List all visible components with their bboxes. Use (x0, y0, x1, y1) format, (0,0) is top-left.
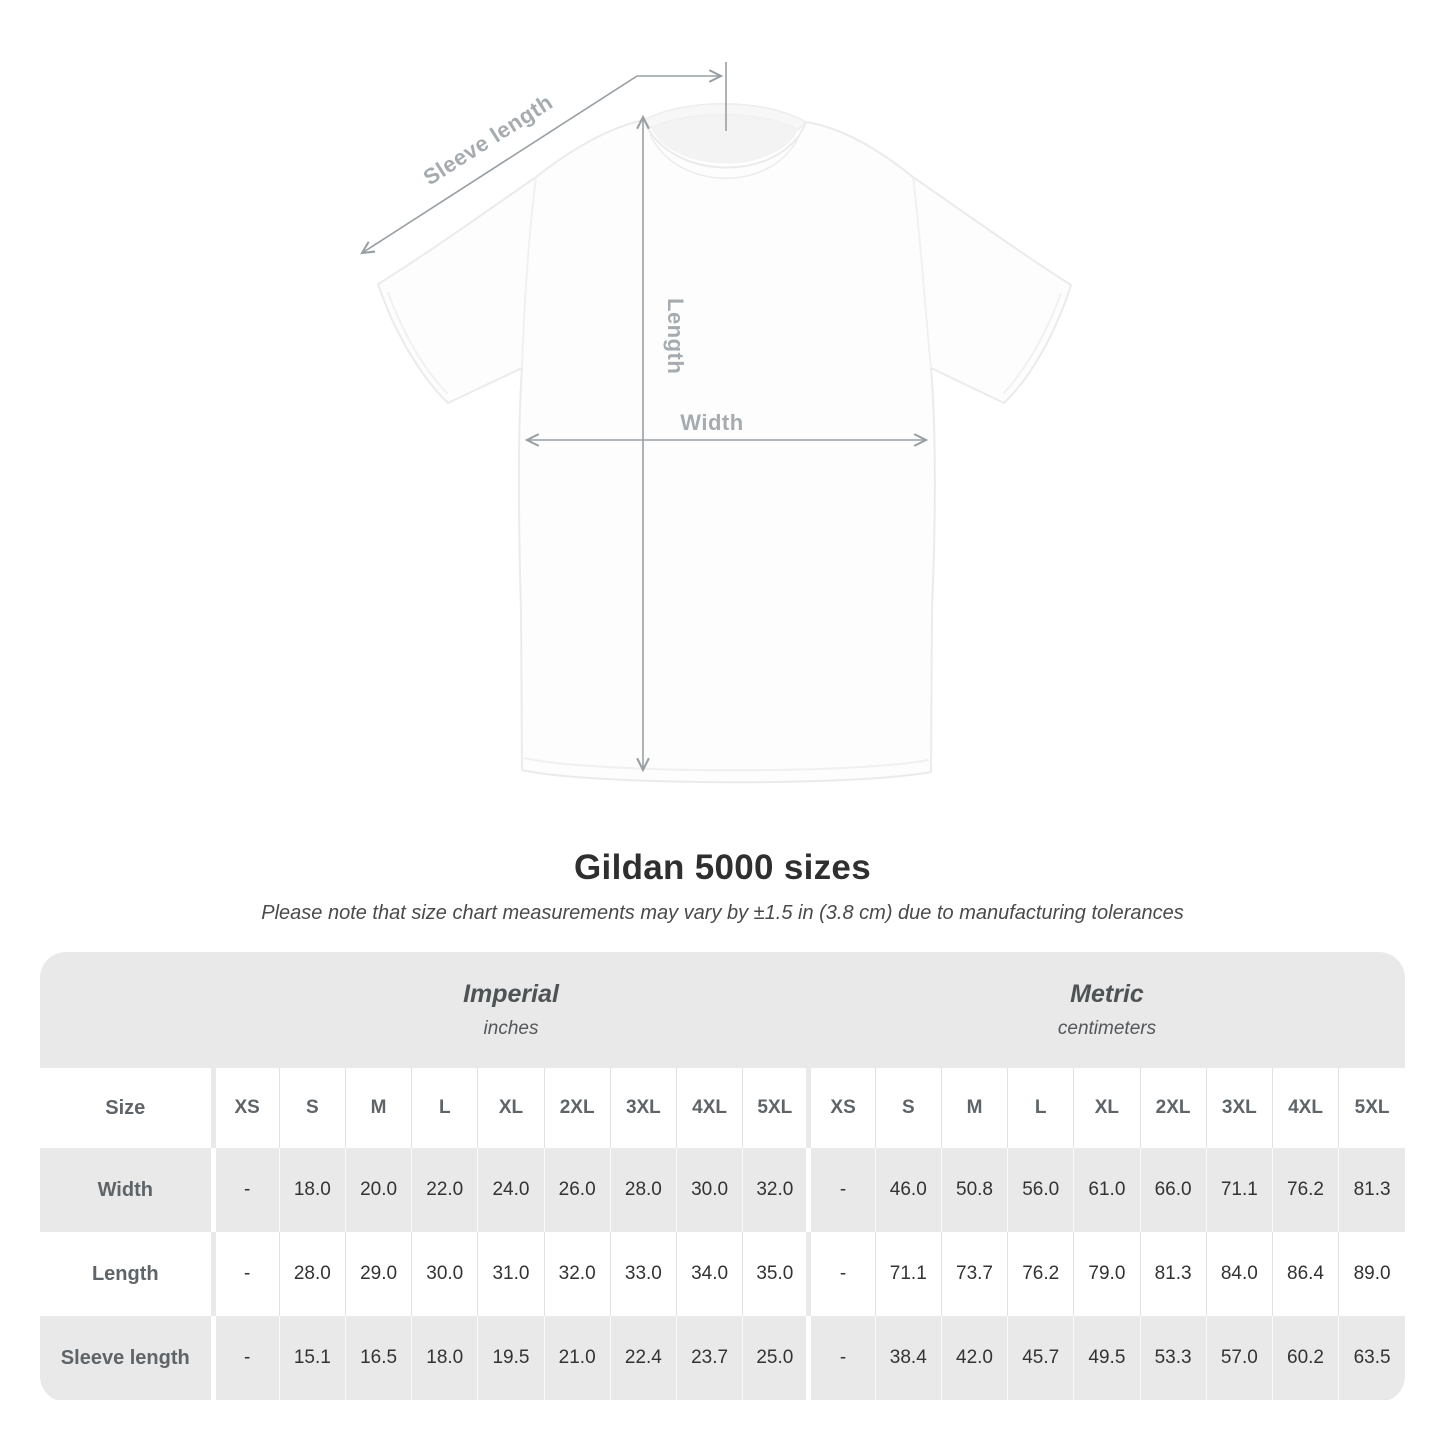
tolerance-note: Please note that size chart measurements may vary by ±1.5 in (3.8 cm) due to manufacturing tolerances (261, 902, 1184, 924)
size-column-header: Size (40, 1068, 213, 1148)
sleeve-metric-3xl: 57.0 (1206, 1316, 1272, 1400)
width-imperial-xs: - (213, 1148, 279, 1232)
sleeve-length-label: Sleeve length (418, 89, 558, 191)
length-metric-xs: - (809, 1232, 875, 1316)
col-header-metric-5xl: 5XL (1339, 1068, 1405, 1148)
sleeve-metric-xs: - (809, 1316, 875, 1400)
sleeve-metric-l: 45.7 (1008, 1316, 1074, 1400)
length-metric-m: 73.7 (941, 1232, 1007, 1316)
length-imperial-4xl: 34.0 (676, 1232, 742, 1316)
col-header-metric-m: M (941, 1068, 1007, 1148)
width-imperial-5xl: 32.0 (743, 1148, 809, 1232)
sleeve-metric-4xl: 60.2 (1272, 1316, 1338, 1400)
sleeve-imperial-xl: 19.5 (478, 1316, 544, 1400)
title-block (0, 848, 1445, 925)
col-header-imperial-3xl: 3XL (610, 1068, 676, 1148)
col-header-imperial-m: M (345, 1068, 411, 1148)
imperial-unit: inches (483, 1018, 539, 1039)
tshirt-body (378, 120, 1071, 782)
width-label: Width (680, 410, 744, 435)
length-imperial-xs: - (213, 1232, 279, 1316)
col-header-metric-xs: XS (809, 1068, 875, 1148)
sleeve-imperial-4xl: 23.7 (676, 1316, 742, 1400)
col-header-metric-xl: XL (1074, 1068, 1140, 1148)
width-imperial-xl: 24.0 (478, 1148, 544, 1232)
length-row (40, 1232, 1405, 1316)
width-row-label: Width (40, 1148, 213, 1232)
size-table (40, 952, 1405, 1400)
sleeve-metric-2xl: 53.3 (1140, 1316, 1206, 1400)
size-header-row (40, 1068, 1405, 1148)
width-metric-3xl: 71.1 (1206, 1148, 1272, 1232)
width-imperial-m: 20.0 (345, 1148, 411, 1232)
sleeve-length-row-label: Sleeve length (40, 1316, 213, 1400)
sleeve-imperial-s: 15.1 (279, 1316, 345, 1400)
sleeve-metric-m: 42.0 (941, 1316, 1007, 1400)
length-imperial-l: 30.0 (412, 1232, 478, 1316)
col-header-metric-4xl: 4XL (1272, 1068, 1338, 1148)
width-imperial-l: 22.0 (412, 1148, 478, 1232)
imperial-label: Imperial (463, 980, 559, 1008)
metric-section-header (809, 952, 1405, 1068)
sleeve-imperial-3xl: 22.4 (610, 1316, 676, 1400)
width-metric-xl: 61.0 (1074, 1148, 1140, 1232)
length-imperial-3xl: 33.0 (610, 1232, 676, 1316)
length-imperial-5xl: 35.0 (743, 1232, 809, 1316)
col-header-imperial-xl: XL (478, 1068, 544, 1148)
width-metric-2xl: 66.0 (1140, 1148, 1206, 1232)
length-imperial-m: 29.0 (345, 1232, 411, 1316)
width-metric-s: 46.0 (875, 1148, 941, 1232)
width-metric-m: 50.8 (941, 1148, 1007, 1232)
col-header-imperial-5xl: 5XL (743, 1068, 809, 1148)
length-imperial-xl: 31.0 (478, 1232, 544, 1316)
length-metric-l: 76.2 (1008, 1232, 1074, 1316)
col-header-imperial-2xl: 2XL (544, 1068, 610, 1148)
width-imperial-3xl: 28.0 (610, 1148, 676, 1232)
length-metric-s: 71.1 (875, 1232, 941, 1316)
length-imperial-2xl: 32.0 (544, 1232, 610, 1316)
col-header-metric-l: L (1008, 1068, 1074, 1148)
length-metric-3xl: 84.0 (1206, 1232, 1272, 1316)
width-metric-4xl: 76.2 (1272, 1148, 1338, 1232)
col-header-metric-2xl: 2XL (1140, 1068, 1206, 1148)
sleeve-metric-xl: 49.5 (1074, 1316, 1140, 1400)
col-header-metric-s: S (875, 1068, 941, 1148)
sleeve-metric-5xl: 63.5 (1339, 1316, 1405, 1400)
col-header-imperial-xs: XS (213, 1068, 279, 1148)
length-metric-4xl: 86.4 (1272, 1232, 1338, 1316)
col-header-imperial-l: L (412, 1068, 478, 1148)
length-imperial-s: 28.0 (279, 1232, 345, 1316)
length-metric-xl: 79.0 (1074, 1232, 1140, 1316)
width-metric-xs: - (809, 1148, 875, 1232)
width-imperial-s: 18.0 (279, 1148, 345, 1232)
imperial-section-header (213, 952, 809, 1068)
sleeve-length-row (40, 1316, 1405, 1400)
sleeve-imperial-5xl: 25.0 (743, 1316, 809, 1400)
metric-label: Metric (1070, 980, 1144, 1008)
col-header-imperial-s: S (279, 1068, 345, 1148)
length-metric-2xl: 81.3 (1140, 1232, 1206, 1316)
width-metric-l: 56.0 (1008, 1148, 1074, 1232)
unit-band-corner (40, 952, 213, 1068)
page-title: Gildan 5000 sizes (574, 848, 871, 887)
size-table-card (40, 952, 1405, 1402)
sleeve-imperial-l: 18.0 (412, 1316, 478, 1400)
col-header-imperial-4xl: 4XL (676, 1068, 742, 1148)
unit-band-row (40, 952, 1405, 1068)
length-row-label: Length (91, 1262, 159, 1285)
width-row (40, 1148, 1405, 1232)
metric-unit: centimeters (1057, 1018, 1157, 1039)
sleeve-imperial-xs: - (213, 1316, 279, 1400)
length-metric-5xl: 89.0 (1339, 1232, 1405, 1316)
sleeve-imperial-2xl: 21.0 (544, 1316, 610, 1400)
width-imperial-4xl: 30.0 (676, 1148, 742, 1232)
tshirt-image (378, 104, 1071, 783)
width-imperial-2xl: 26.0 (544, 1148, 610, 1232)
sleeve-metric-s: 38.4 (875, 1316, 941, 1400)
sleeve-imperial-m: 16.5 (345, 1316, 411, 1400)
length-label: Length (663, 298, 688, 375)
col-header-metric-3xl: 3XL (1206, 1068, 1272, 1148)
width-metric-5xl: 81.3 (1339, 1148, 1405, 1232)
